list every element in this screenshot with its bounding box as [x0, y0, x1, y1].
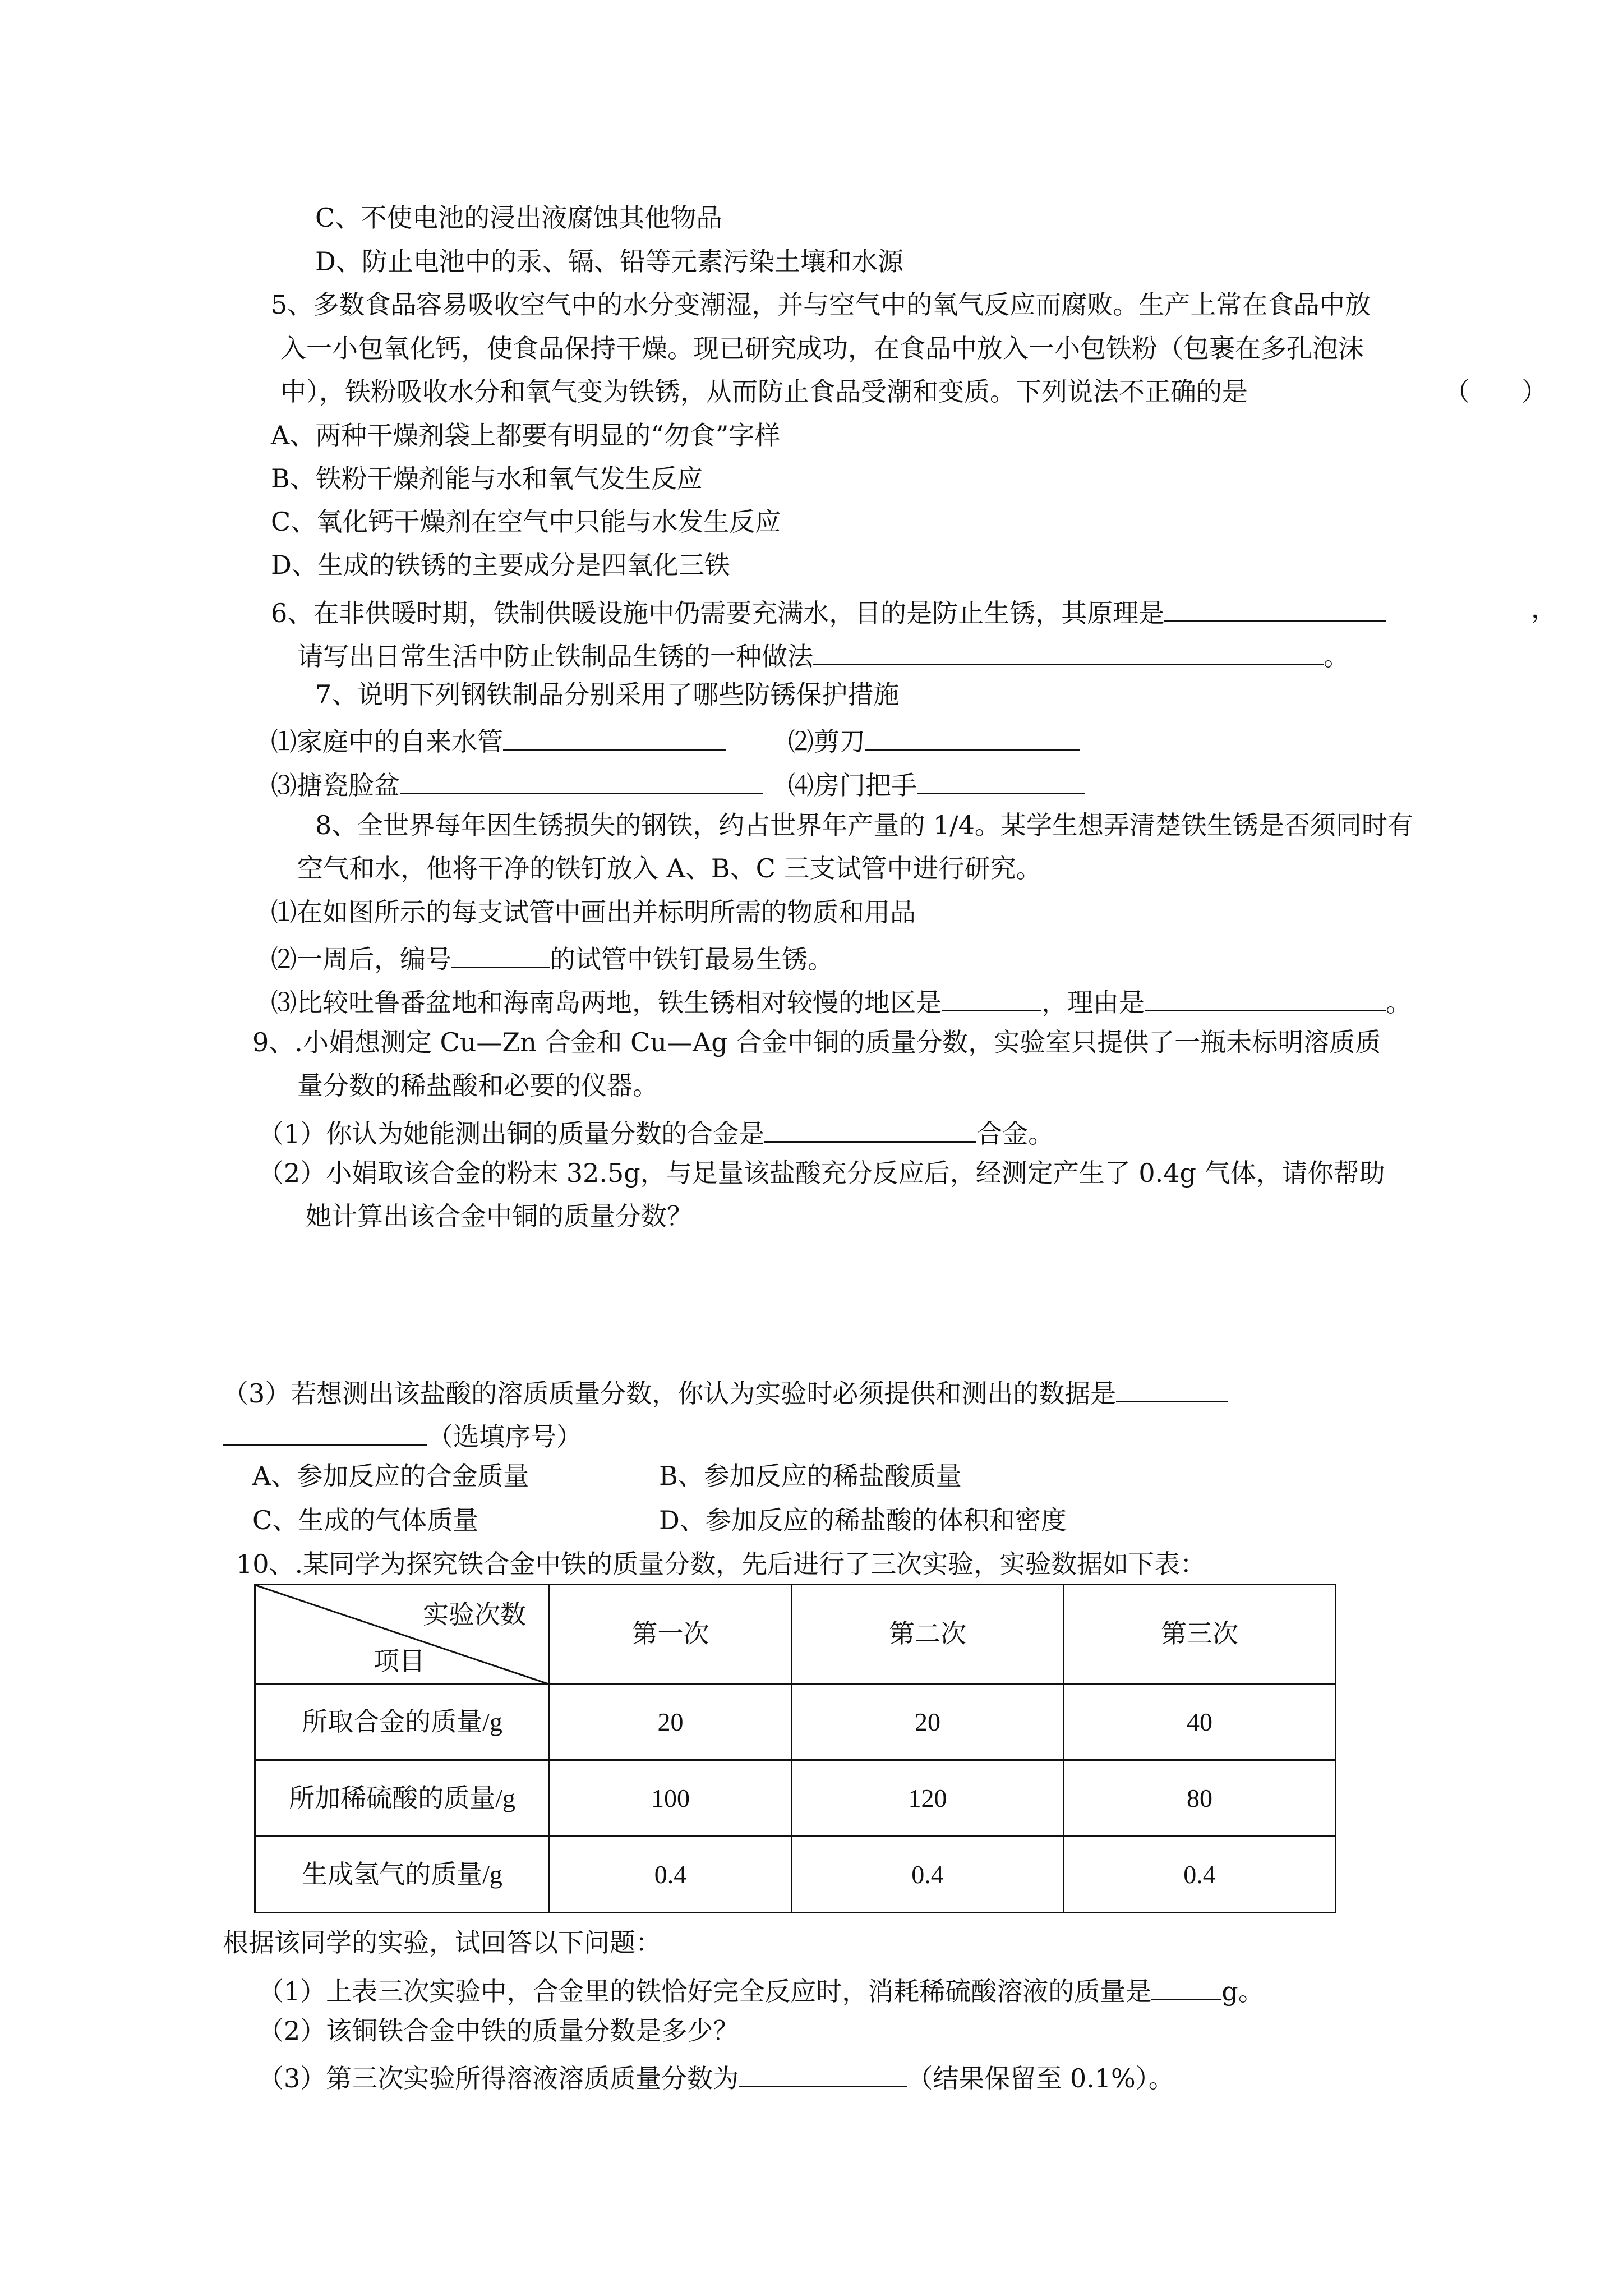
- q5-option-d: D、生成的铁锈的主要成分是四氧化三铁: [271, 550, 730, 580]
- q8-part-3-text-c: 。: [1386, 987, 1412, 1018]
- q9-stem-line2: 量分数的稀盐酸和必要的仪器。: [297, 1070, 658, 1101]
- experiment-data-table: [254, 1584, 1336, 1913]
- q7-item-4: [788, 769, 1085, 798]
- q9-option-a: A、参加反应的合金质量: [252, 1461, 529, 1491]
- q8-part-2: [271, 942, 833, 972]
- q7-item-3-blank[interactable]: [400, 769, 763, 794]
- q6-principle-blank[interactable]: [1164, 596, 1386, 622]
- q7-item-3-label: ⑶搪瓷脸盆: [271, 770, 400, 800]
- q7-item-2-label: ⑵剪刀: [788, 726, 865, 757]
- q8-part-2-text-a: ⑵一周后，编号: [271, 944, 451, 974]
- q9-option-c: C、生成的气体质量: [252, 1505, 479, 1535]
- q8-part-3-text-b: ，理由是: [1041, 987, 1145, 1018]
- q10-part-3-suffix: （结果保留至 0.1%）。: [907, 2063, 1174, 2093]
- q9-part-3-line1: [223, 1376, 1228, 1409]
- table-corner-top-label: 实验次数: [423, 1600, 526, 1629]
- q9-part-3-hint: （选填序号）: [427, 1421, 582, 1452]
- q8-stem-line1: 8、全世界每年因生锈损失的钢铁，约占世界年产量的 1/4。某学生想弄清楚铁生锈是否须同时有: [315, 810, 1413, 840]
- q9-option-d: D、参加反应的稀盐酸的体积和密度: [659, 1505, 1067, 1535]
- q7-item-4-blank[interactable]: [917, 769, 1085, 794]
- q9-option-b: B、参加反应的稀盐酸质量: [659, 1461, 962, 1491]
- q7-item-1-blank[interactable]: [503, 725, 726, 751]
- q8-part-2-blank[interactable]: [451, 942, 550, 968]
- q7-item-2: [788, 725, 1080, 757]
- q9-part-3-blank-a[interactable]: [1116, 1376, 1228, 1402]
- q6-line1-text: 6、在非供暖时期，铁制供暖设施中仍需要充满水，目的是防止生锈，其原理是: [271, 598, 1165, 628]
- q5-option-b: B、铁粉干燥剂能与水和氧气发生反应: [271, 463, 703, 494]
- q7-stem: 7、说明下列钢铁制品分别采用了哪些防锈保护措施: [315, 679, 900, 710]
- table-cell: 100: [550, 1760, 792, 1837]
- q5-stem-line2: 入一小包氧化钙，使食品保持干燥。现已研究成功，在食品中放入一小包铁粉（包裹在多孔泡沫: [280, 333, 1364, 364]
- q5-option-c: C、氧化钙干燥剂在空气中只能与水发生反应: [271, 507, 781, 537]
- q6-line2-text: 请写出日常生活中防止铁制品生锈的一种做法: [297, 641, 813, 671]
- table-corner-cell: [255, 1585, 550, 1684]
- q7-item-1: [271, 725, 726, 757]
- q9-part-3-text: （3）若想测出该盐酸的溶质质量分数，你认为实验时必须提供和测出的数据是: [223, 1378, 1117, 1409]
- q8-stem-line2: 空气和水，他将干净的铁钉放入 A、B、C 三支试管中进行研究。: [297, 853, 1042, 884]
- q6-line2-period: 。: [1324, 641, 1349, 671]
- table-cell: 0.4: [792, 1837, 1064, 1913]
- q10-part-2: （2）该铜铁合金中铁的质量分数是多少？: [258, 2016, 739, 2046]
- table-cell: 120: [792, 1760, 1064, 1837]
- table-column-header: 第三次: [1064, 1585, 1336, 1684]
- q9-part-1-blank[interactable]: [764, 1116, 976, 1143]
- q10-intro: 根据该同学的实验，试回答以下问题：: [223, 1927, 661, 1958]
- q8-part-2-text-b: 的试管中铁钉最易生锈。: [550, 944, 833, 974]
- q5-stem-line1: 5、多数食品容易吸收空气中的水分变潮湿，并与空气中的氧气反应而腐败。生产上常在食品中放: [271, 289, 1371, 320]
- table-row-label: 所取合金的质量/g: [255, 1684, 550, 1760]
- q8-part-3: [271, 986, 1412, 1018]
- table-column-header: 第二次: [792, 1585, 1064, 1684]
- q7-item-4-label: ⑷房门把手: [788, 770, 917, 800]
- q10-part-1-text: （1）上表三次实验中，合金里的铁恰好完全反应时，消耗稀硫酸溶液的质量是: [258, 1976, 1152, 2007]
- table-cell: 80: [1064, 1760, 1336, 1837]
- q10-part-3-text: （3）第三次实验所得溶液溶质质量分数为: [258, 2063, 739, 2093]
- q9-stem-line1: 9、.小娟想测定 Cu—Zn 合金和 Cu—Ag 合金中铜的质量分数，实验室只提供了一瓶未标明溶质质: [252, 1027, 1381, 1057]
- table-row-label: 所加稀硫酸的质量/g: [255, 1760, 550, 1837]
- q9-part-2-line2: 她计算出该合金中铜的质量分数？: [306, 1201, 693, 1231]
- table-column-header: 第一次: [550, 1585, 792, 1684]
- q9-part-2-line1: （2）小娟取该合金的粉末 32.5g，与足量该盐酸充分反应后，经测定产生了 0.4g 气体，请你帮助: [258, 1158, 1385, 1188]
- q10-part-1-blank[interactable]: [1151, 1975, 1221, 2000]
- q5-option-a: A、两种干燥剂袋上都要有明显的“勿食”字样: [271, 420, 781, 450]
- q6-line2: [297, 639, 1349, 669]
- q6-line1-comma: ，: [1531, 593, 1557, 624]
- table-header-row: [255, 1585, 1336, 1684]
- q5-stem-line3: 中），铁粉吸收水分和氧气变为铁锈，从而防止食品受潮和变质。下列说法不正确的是: [280, 376, 1248, 407]
- table-cell: 0.4: [1064, 1837, 1336, 1913]
- q6-line1: [271, 596, 1386, 626]
- q7-item-2-blank[interactable]: [865, 725, 1080, 751]
- table-cell: 20: [792, 1684, 1064, 1760]
- q10-part-1-unit: g。: [1221, 1976, 1264, 2007]
- q10-part-3-blank[interactable]: [739, 2062, 907, 2087]
- table-cell: 0.4: [550, 1837, 792, 1913]
- table-corner-bottom-label: 项目: [374, 1647, 425, 1676]
- table-row-label: 生成氢气的质量/g: [255, 1837, 550, 1913]
- q10-part-3: [258, 2062, 1174, 2091]
- table-row: [255, 1760, 1336, 1837]
- q9-part-1-text: （1）你认为她能测出铜的质量分数的合金是: [258, 1119, 765, 1149]
- q9-part-3-blank-b[interactable]: [223, 1419, 427, 1446]
- q7-item-3: [271, 769, 763, 798]
- q10-stem: 10、.某同学为探究铁合金中铁的质量分数，先后进行了三次实验，实验数据如下表：: [236, 1549, 1206, 1579]
- q8-part-3-reason-blank[interactable]: [1145, 986, 1386, 1011]
- q8-part-3-text-a: ⑶比较吐鲁番盆地和海南岛两地，铁生锈相对较慢的地区是: [271, 987, 942, 1018]
- q5-answer-paren: （ ）: [1444, 376, 1547, 407]
- table-cell: 40: [1064, 1684, 1336, 1760]
- table-row: [255, 1684, 1336, 1760]
- q7-item-1-label: ⑴家庭中的自来水管: [271, 726, 503, 757]
- q4-option-d: D、防止电池中的汞、镉、铅等元素污染土壤和水源: [315, 246, 903, 277]
- q9-part-1-suffix: 合金。: [976, 1119, 1054, 1149]
- q8-part-1: ⑴在如图所示的每支试管中画出并标明所需的物质和用品: [271, 897, 916, 927]
- q10-part-1: [258, 1975, 1264, 2007]
- q6-method-blank[interactable]: [813, 639, 1324, 665]
- q8-part-3-region-blank[interactable]: [942, 986, 1041, 1011]
- q4-option-c: C、不使电池的浸出液腐蚀其他物品: [315, 203, 722, 233]
- q9-part-1: [258, 1116, 1054, 1147]
- q9-part-3-line2: [223, 1419, 582, 1450]
- table-cell: 20: [550, 1684, 792, 1760]
- table-row: [255, 1837, 1336, 1913]
